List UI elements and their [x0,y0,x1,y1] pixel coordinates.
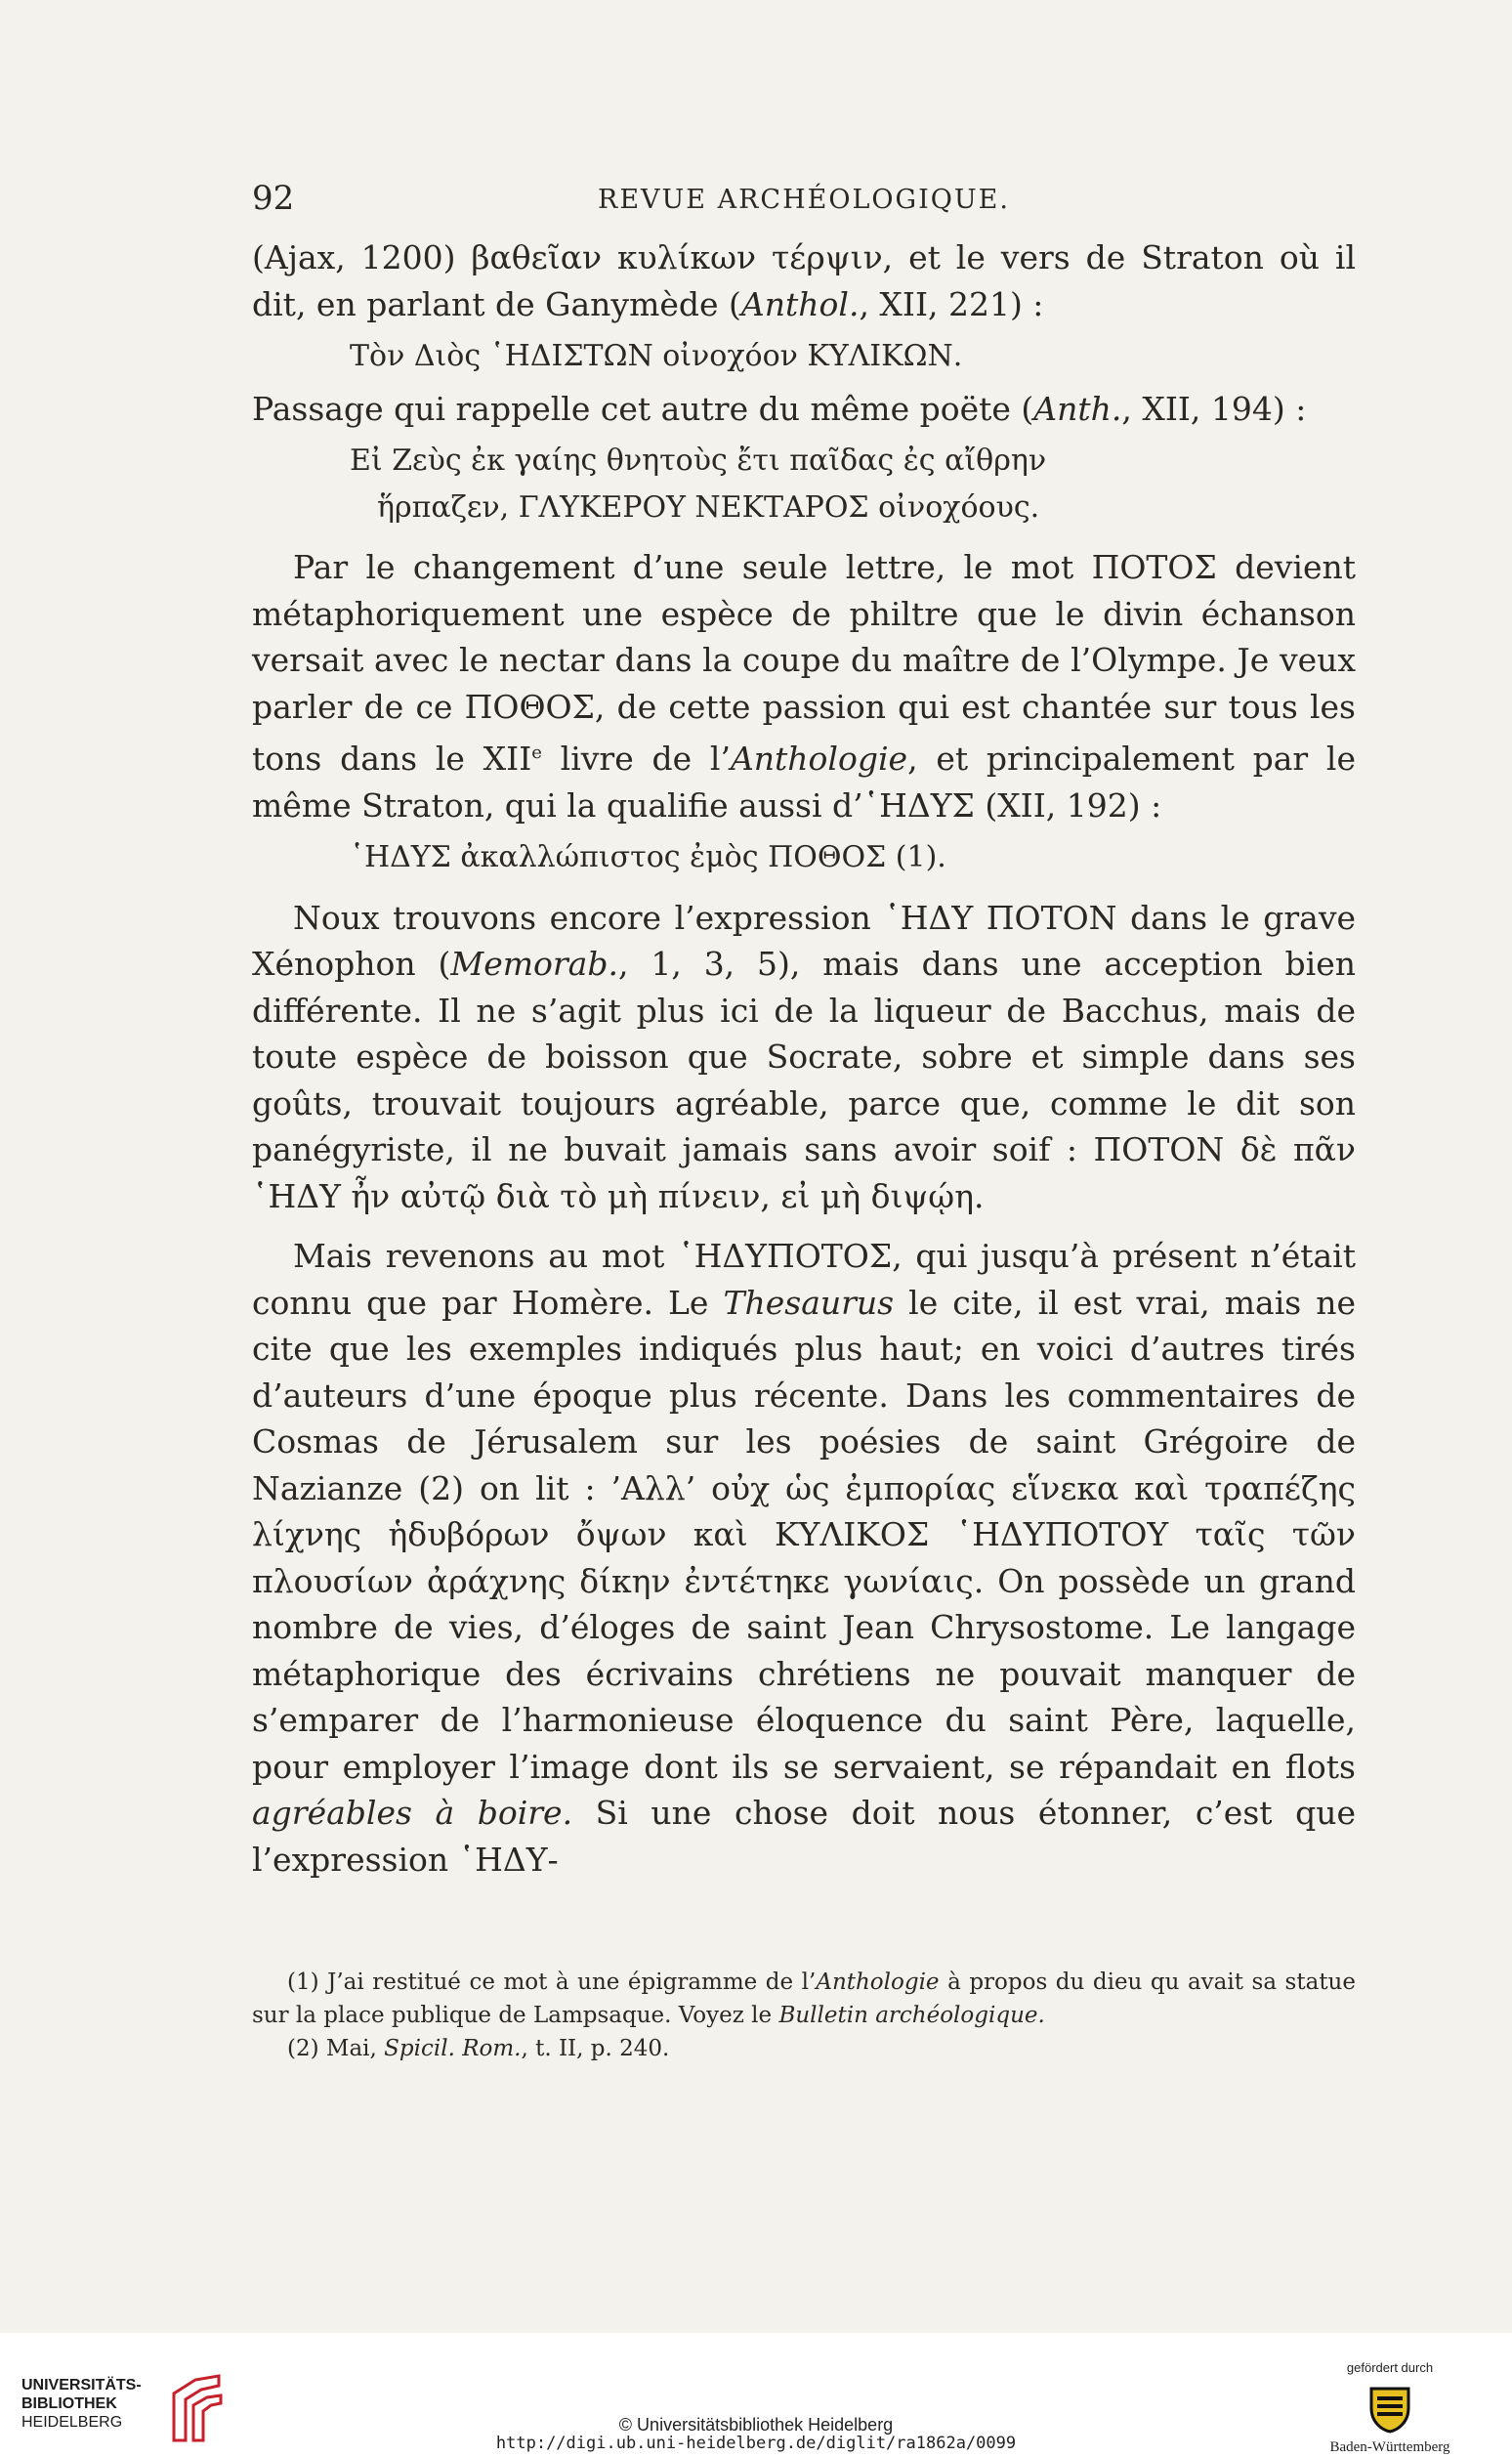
baden-wuerttemberg-emblem-icon [1367,2385,1412,2434]
permalink[interactable]: http://digi.ub.uni-heidelberg.de/diglit/ra1862a/0099 [495,2434,1017,2453]
paragraph-3: Par le changement d’une seule lettre, le mot ΠΟΤΟΣ devient métaphoriquement une espèce de philtre que le divin échanson versait avec le nectar dans la coupe du maître de l’Olympe. Je veux parler de ce ΠΟΘΟΣ, de cette passion qui est chantée sur tous les tons dans le XIIe livre de l’Anthologie, et principalement par le même Straton, qui la qualifie aussi d’῾ΗΔΥΣ (XII, 192) : [252,548,1357,825]
funded-by-label: gefördert durch [1346,2360,1434,2375]
library-name-line-3: HEIDELBERG [21,2414,123,2431]
paragraph-2: Passage qui rappelle cet autre du même poëte (Anth., XII, 194) : [252,389,1307,428]
digitization-footer [0,2333,1512,2457]
library-name-line-2: BIBLIOTHEK [21,2395,117,2412]
funder-block [1307,2360,1473,2456]
article-body [252,234,1356,1883]
paragraph-5: Mais revenons au mot ῾ΗΔΥΠΟΤΟΣ, qui jusqu’à présent n’était connu que par Homère. Le Thesaurus le cite, il est vrai, mais ne cite que les exemples indiqués plus haut; en voici d’autres tirés d’auteurs d’une époque plus récente. Dans les commentaires de Cosmas de Jérusalem sur les poésies de saint Grégoire de Nazianze (2) on lit : ’Αλλ’ οὐχ ὡς ἐμπορίας εἵνεκα καὶ τραπέζης λίχνης ἡδυβόρων ὄψων καὶ ΚΥΛΙΚΟΣ ῾ΗΔΥΠΟΤΟΥ ταῖς τῶν πλουσίων ἀράχνης δίκην ἐντέτηκε γωνίαις. On possède un grand nombre de vies, d’éloges de saint Jean Chrysostome. Le langage métaphorique des écrivains chrétiens ne pouvait manquer de s’emparer de l’harmonieuse éloquence du saint Père, laquelle, pour employer l’image dont ils se servaient, se répandait en flots agréables à boire. Si une chose doit nous étonner, c’est que l’expression ῾ΗΔΥ- [252,1237,1356,1879]
quotation-2-line-1: Εἰ Ζεὺς ἐκ γαίης θνητοὺς ἔτι παῖδας ἐς αἴθρην [350,444,1047,478]
paragraph-1: (Ajax, 1200) βαθεῖαν κυλίκων τέρψιν, et le vers de Straton où il dit, en parlant de Ganymède (Anthol., XII, 221) : [252,238,1356,323]
footnote-2: (2) Mai, Spicil. Rom., t. II, p. 240. [287,2036,670,2061]
quotation-2 [350,438,1356,530]
page-number: 92 [252,179,295,218]
library-name-line-1: UNIVERSITÄTS- [21,2377,142,2393]
funder-name: Baden-Württemberg [1329,2439,1450,2455]
paragraph-4: Noux trouvons encore l’expression ῾ΗΔΥ ΠΟΤΟΝ dans le grave Xénophon (Memorab., 1, 3, 5), mais dans une acception bien différente. Il ne s’agit plus ici de la liqueur de Bacchus, mais de toute espèce de boisson que Socrate, sobre et simple dans ses goûts, trouvait toujours agréable, parce que, comme le dit son panégyriste, il ne buvait jamais sans avoir soif : ΠΟΤΟΝ δὲ πᾶν ῾ΗΔΥ ἦν αὐτῷ διὰ τὸ μὴ πίνειν, εἰ μὴ διψῴη. [252,898,1356,1215]
copyright-notice: © Universitätsbibliothek Heidelberg [618,2415,894,2435]
quotation-2-line-2: ἥρπαζεν, ΓΛΥΚΕΡΟΥ ΝΕΚΤΑΡΟΣ οἰνοχόους. [377,489,1040,525]
page-header [252,179,1356,228]
running-title: REVUE ARCHÉOLOGIQUE. [598,185,1010,215]
quotation-1: Τὸν Διὸς ῾ΗΔΙΣΤΩΝ οἰνοχόον ΚΥΛΙΚΩΝ. [350,339,963,373]
footnotes [252,1966,1356,2065]
footnote-1: (1) J’ai restitué ce mot à une épigramme de l’Anthologie à propos du dieu qu avait sa statue sur la place publique de Lampsaque. Voyez le Bulletin archéologique. [252,1970,1356,2028]
quotation-3: ῾ΗΔΥΣ ἀκαλλώπιστος ἐμὸς ΠΟΘΟΣ (1). [350,840,946,874]
